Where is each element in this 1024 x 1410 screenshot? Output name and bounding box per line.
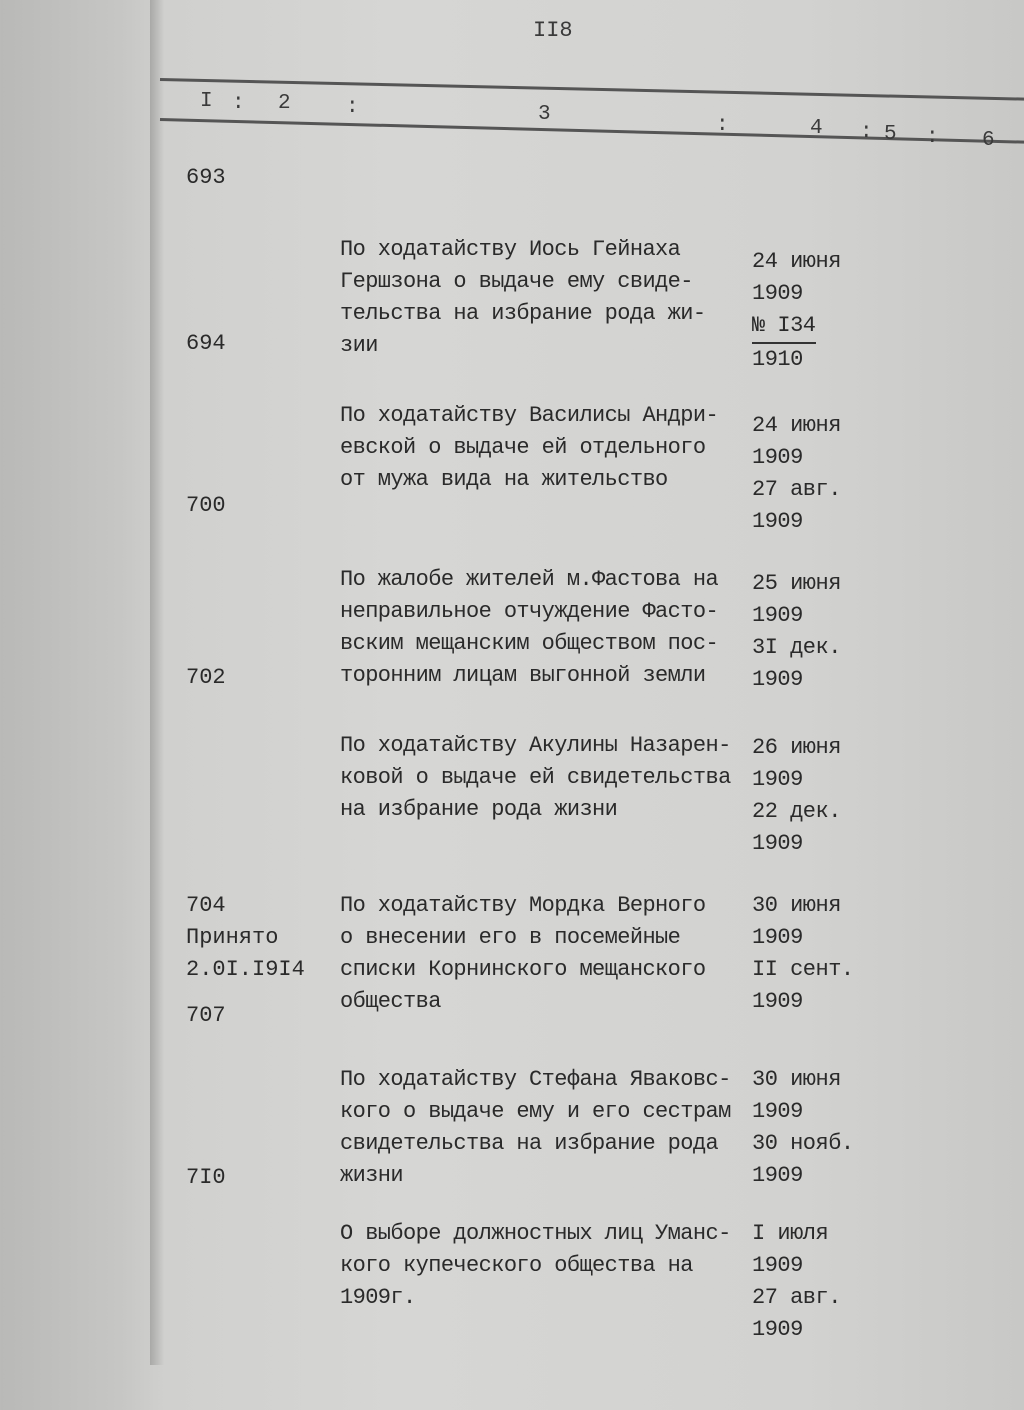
- page-gutter: [150, 0, 164, 1365]
- col-header-4: 4: [810, 117, 823, 140]
- entry-number: 693: [186, 165, 226, 190]
- col-sep: :: [860, 121, 873, 144]
- col-sep: :: [716, 114, 729, 137]
- entry-number: 704 Принято 2.0I.I9I4: [186, 893, 305, 982]
- entry-dates: 30 июня 1909 30 нояб. 1909: [752, 1067, 854, 1188]
- entry-number: 702: [186, 665, 226, 690]
- entry-dates: I июля 1909 27 авг. 1909: [752, 1221, 841, 1342]
- entry-description: По жалобе жителей м.Фастова на неправильное отчуждение Фасто- вским мещанским обществом пос- торонним лицам выгонной земли: [340, 567, 719, 688]
- col-header-6: 6: [982, 129, 995, 152]
- entry-dates: 25 июня 1909 3I дек. 1909: [752, 571, 841, 692]
- entry-description: О выборе должностных лиц Уманс- кого купеческого общества на 1909г.: [340, 1221, 731, 1310]
- entry-number: 7I0: [186, 1165, 226, 1190]
- entry-description: По ходатайству Иось Гейнаха Гершзона о выдаче ему свиде- тельства на избрание рода жи- зии: [340, 237, 706, 358]
- col-sep: :: [232, 92, 245, 115]
- entry-description: По ходатайству Акулины Назарен- ковой о выдаче ей свидетельства на избрание рода жизни: [340, 733, 731, 822]
- col-header-5: 5: [884, 123, 897, 146]
- page-number: II8: [533, 18, 573, 43]
- col-sep: :: [926, 126, 939, 149]
- entry-number: 707: [186, 1003, 226, 1028]
- entry-dates: 30 июня 1909 II сент. 1909: [752, 893, 854, 1014]
- col-header-1: I: [200, 90, 213, 113]
- entry-description: По ходатайству Стефана Яваковс- кого о выдаче ему и его сестрам свидетельства на избрание рода жизни: [340, 1067, 731, 1188]
- entry-dates: 24 июня 1909 27 авг. 1909: [752, 413, 841, 534]
- col-header-2: 2: [278, 92, 291, 115]
- entry-number: 694: [186, 331, 226, 356]
- col-sep: :: [346, 96, 359, 119]
- entry-description: По ходатайству Мордка Верного о внесении его в посемейные списки Корнинского мещанского общества: [340, 893, 706, 1014]
- entry-dates: 26 июня 1909 22 дек. 1909: [752, 735, 841, 856]
- col-header-3: 3: [538, 103, 551, 126]
- entry-number: 700: [186, 493, 226, 518]
- entry-dates: 24 июня 1909 № I34 1910: [752, 249, 841, 372]
- entry-description: По ходатайству Василисы Андри- евской о выдаче ей отдельного от мужа вида на жительство: [340, 403, 719, 492]
